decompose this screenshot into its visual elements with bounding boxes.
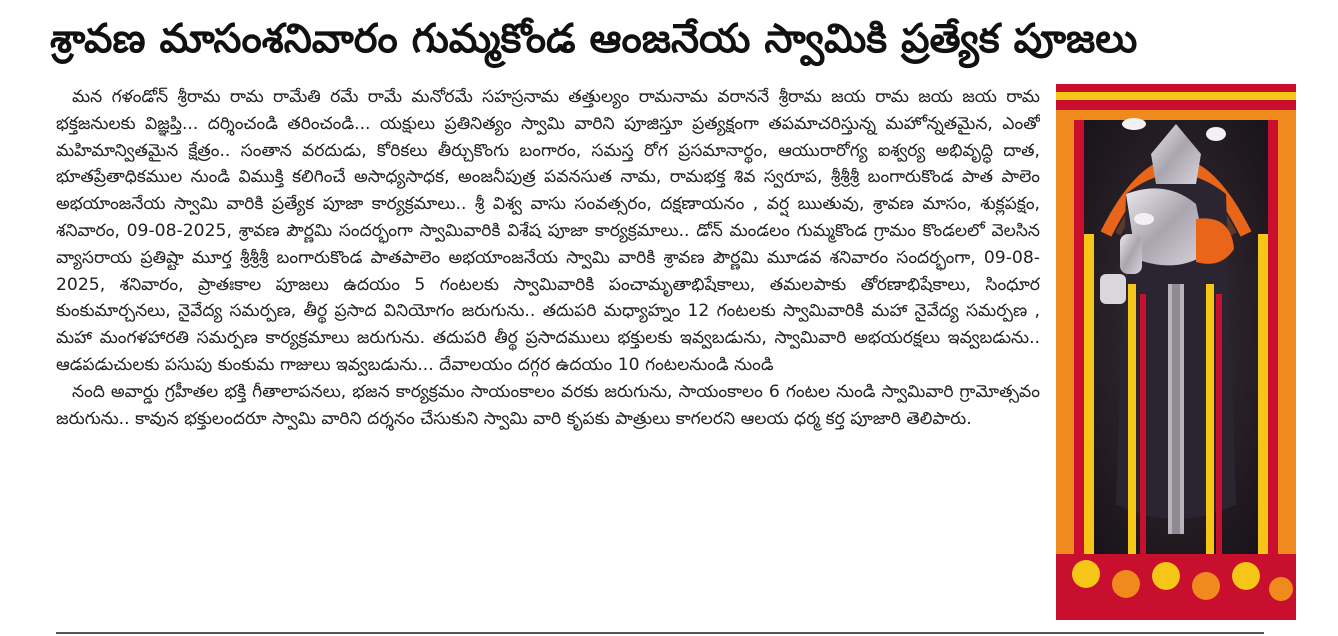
article-paragraph-1: మన గళండోన్ శ్రీరామ రామ రామేతి రమే రామే మనోరమే సహస్రనామ తత్తుల్యం రామనామ వరాననే శ్రీరామ జయ రామ జయ జయ రామ భక్తజనులకు విజ్ఞప్తి... దర్శించండి తరించండి... యక్షులు ప్రతినిత్యం స్వామి వారిని పూజిస్తూ ప్రత్యక్షంగా తపమాచరిస్తున్న మహోన్నతమైన, ఎంతో మహిమాన్వితమైన క్షేత్రం.. సంతాన వరదుడు, కోరికలు తీర్చుకొంగు బంగారం, సమస్త రోగ ప్రసమానార్థం, ఆయురారోగ్య ఐశ్వర్య అభివృద్ధి దాత, భూతప్రేతాధికముల నుండి విముక్తి కలిగించే అసాధ్యసాధక, అంజనీపుత్ర పవనసుత నామ, రామభక్త శివ స్వరూప, శ్రీశ్రీశ్రీ బంగారుకొండ పాత పాలెం అభయాంజనేయ స్వామి వారికి ప్రత్యేక పూజా కార్యక్రమాలు.. శ్రీ విశ్వ వాసు సంవత్సరం, దక్షణాయనం , వర్ష ఋతువు, శ్రావణ మాసం, శుక్లపక్షం, శనివారం, 09-08-2025, శ్రావణ పౌర్ణమి సందర్భంగా స్వామివారికి విశేష పూజా కార్యక్రమాలు.. డోన్ మండలం గుమ్మకొండ గ్రామం కొండలలో వెలసిన వ్యాసరాయ ప్రతిష్టా మూర్త శ్రీశ్రీశ్రీ బంగారుకొండ పాతపాలెం అభయాంజనేయ స్వామి వారికి శ్రావణ పౌర్ణమి మూడవ శనివారం సందర్భంగా, 09-08-2025, శనివారం, ప్రాతఃకాల పూజలు ఉదయం 5 గంటలకు స్వామివారికి పంచామృతాభిషేకాలు, తమలపాకు తోరణాభిషేకాలు, సింధూర కుంకుమార్చనలు, నైవేద్య సమర్పణ, తీర్థ ప్రసాద వినియోగం జరుగును.. తదుపరి మధ్యాహ్నం 12 గంటలకు స్వామివారికి మహా నైవేద్య సమర్పణ , మహా మంగళహారతి సమర్పణ కార్యక్రమాలు జరుగును. తదుపరి తీర్థ ప్రసాదములు భక్తులకు ఇవ్వబడును, స్వామివారి అభయరక్షలు ఇవ్వబడును.. ఆడపడుచులకు పసుపు కుంకుమ గాజులు ఇవ్వబడును... దేవాలయం దగ్గర ఉదయం 10 గంటలనుండి నుండి	[56, 87, 1040, 375]
top-garland	[1056, 84, 1296, 120]
headline: శ్రావణ మాసంశనివారం గుమ్మకోండ ఆంజనేయ స్వామికి ప్రత్యేక పూజలు	[50, 16, 1138, 62]
bottom-divider	[56, 632, 1264, 634]
article-paragraph-2: నంది అవార్డు గ్రహీతల భక్తి గీతాలాపనలు, భజన కార్యక్రమం సాయంకాలం వరకు జరుగును, సాయంకాలం 6 గంటల నుండి స్వామివారి గ్రామోత్సవం జరుగును.. కావున భక్తులందరూ స్వామి వారిని దర్శనం చేసుకుని స్వామి వారి కృపకు పాత్రులు కాగలరని ఆలయ ధర్మ కర్త పూజారి తెలిపారు.	[56, 381, 1040, 429]
bottom-flowers	[1056, 554, 1296, 620]
article-body	[56, 84, 1040, 620]
hanuman-idol-photo	[1056, 84, 1296, 620]
